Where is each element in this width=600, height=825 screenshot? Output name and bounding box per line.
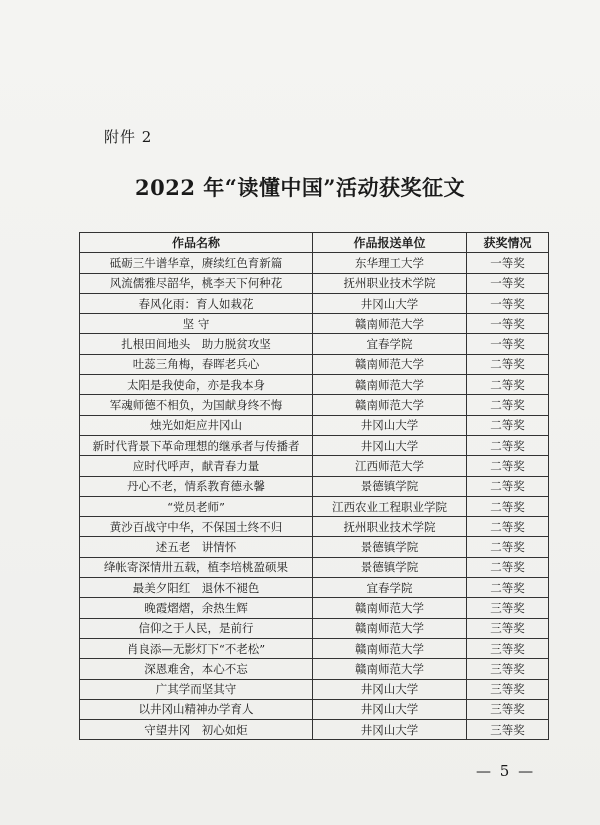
work-title-cell: 绛帐寄深情卅五载，植李培桃盈硕果 <box>80 557 313 577</box>
award-cell: 二等奖 <box>467 415 549 435</box>
unit-cell: 赣南师范大学 <box>313 638 467 658</box>
work-title-cell: 扎根田间地头 助力脱贫攻坚 <box>80 334 313 354</box>
attachment-label: 附件 2 <box>104 128 153 146</box>
table-row <box>80 638 549 658</box>
work-title-cell: 吐蕊三角梅，春晖老兵心 <box>80 354 313 374</box>
unit-cell: 宜春学院 <box>313 578 467 598</box>
award-cell: 二等奖 <box>467 395 549 415</box>
unit-cell: 井冈山大学 <box>313 699 467 719</box>
table-row <box>80 415 549 435</box>
table-row <box>80 435 549 455</box>
table-row <box>80 293 549 313</box>
unit-cell: 井冈山大学 <box>313 720 467 740</box>
table-row <box>80 395 549 415</box>
work-title-cell: 坚 守 <box>80 314 313 334</box>
unit-cell: 赣南师范大学 <box>313 618 467 638</box>
unit-cell: 东华理工大学 <box>313 253 467 273</box>
table-row <box>80 578 549 598</box>
work-title-cell: 应时代呼声，献青春力量 <box>80 456 313 476</box>
unit-cell: 赣南师范大学 <box>313 598 467 618</box>
award-cell: 二等奖 <box>467 557 549 577</box>
award-cell: 二等奖 <box>467 578 549 598</box>
unit-cell: 江西师范大学 <box>313 456 467 476</box>
work-title-cell: 述五老 讲情怀 <box>80 537 313 557</box>
work-title-cell: 丹心不老，情系教育德永馨 <box>80 476 313 496</box>
unit-cell: 景德镇学院 <box>313 537 467 557</box>
award-cell: 一等奖 <box>467 293 549 313</box>
award-cell: 一等奖 <box>467 253 549 273</box>
unit-cell: 井冈山大学 <box>313 415 467 435</box>
unit-cell: 井冈山大学 <box>313 293 467 313</box>
award-cell: 三等奖 <box>467 699 549 719</box>
award-cell: 二等奖 <box>467 476 549 496</box>
unit-cell: 抚州职业技术学院 <box>313 273 467 293</box>
work-title-cell: 新时代背景下革命理想的继承者与传播者 <box>80 435 313 455</box>
work-title-cell: 风流儒雅尽韶华，桃李天下何种花 <box>80 273 313 293</box>
table-row <box>80 537 549 557</box>
work-title-cell: 信仰之于人民，是前行 <box>80 618 313 638</box>
table-row <box>80 314 549 334</box>
work-title-cell: 军魂师德不相负，为国献身终不悔 <box>80 395 313 415</box>
table-row <box>80 253 549 273</box>
unit-cell: 赣南师范大学 <box>313 375 467 395</box>
award-cell: 二等奖 <box>467 375 549 395</box>
award-cell: 三等奖 <box>467 679 549 699</box>
unit-cell: 宜春学院 <box>313 334 467 354</box>
work-title-cell: 春风化雨：育人如栽花 <box>80 293 313 313</box>
unit-cell: 江西农业工程职业学院 <box>313 496 467 516</box>
work-title-cell: 晚霞熠熠，余热生辉 <box>80 598 313 618</box>
work-title-cell: 烛光如炬应井冈山 <box>80 415 313 435</box>
unit-cell: 赣南师范大学 <box>313 314 467 334</box>
unit-cell: 抚州职业技术学院 <box>313 517 467 537</box>
unit-cell: 赣南师范大学 <box>313 395 467 415</box>
work-title-cell: 最美夕阳红 退休不褪色 <box>80 578 313 598</box>
award-cell: 三等奖 <box>467 618 549 638</box>
table-row <box>80 679 549 699</box>
table-row <box>80 618 549 638</box>
unit-cell: 井冈山大学 <box>313 679 467 699</box>
unit-cell: 赣南师范大学 <box>313 659 467 679</box>
work-title-cell: 以井冈山精神办学育人 <box>80 699 313 719</box>
work-title-cell: 肖良添—无影灯下“不老松” <box>80 638 313 658</box>
table-row <box>80 699 549 719</box>
work-title-cell: 守望井冈 初心如炬 <box>80 720 313 740</box>
award-cell: 一等奖 <box>467 334 549 354</box>
page-number: — 5 — <box>476 762 536 780</box>
table-row <box>80 476 549 496</box>
table-row <box>80 354 549 374</box>
table-row <box>80 598 549 618</box>
work-title-cell: 砥砺三牛谱华章，赓续红色育新篇 <box>80 253 313 273</box>
award-cell: 二等奖 <box>467 354 549 374</box>
table-row <box>80 334 549 354</box>
award-cell: 二等奖 <box>467 517 549 537</box>
table-row <box>80 496 549 516</box>
unit-cell: 井冈山大学 <box>313 435 467 455</box>
header-work-title: 作品名称 <box>80 233 313 253</box>
header-submitting-unit: 作品报送单位 <box>313 233 467 253</box>
award-cell: 一等奖 <box>467 273 549 293</box>
unit-cell: 景德镇学院 <box>313 557 467 577</box>
work-title-cell: 黄沙百战守中华，不保国土终不归 <box>80 517 313 537</box>
unit-cell: 赣南师范大学 <box>313 354 467 374</box>
award-cell: 三等奖 <box>467 720 549 740</box>
award-cell: 一等奖 <box>467 314 549 334</box>
table-row <box>80 517 549 537</box>
table-row <box>80 456 549 476</box>
award-cell: 二等奖 <box>467 537 549 557</box>
table-row <box>80 720 549 740</box>
award-cell: 三等奖 <box>467 638 549 658</box>
table-header-row <box>80 233 549 253</box>
work-title-cell: 太阳是我使命，亦是我本身 <box>80 375 313 395</box>
document-title: 2022 年“读懂中国”活动获奖征文 <box>135 175 465 200</box>
award-cell: 二等奖 <box>467 435 549 455</box>
table-row <box>80 273 549 293</box>
header-award: 获奖情况 <box>467 233 549 253</box>
work-title-cell: 深恩难舍，本心不忘 <box>80 659 313 679</box>
table-row <box>80 375 549 395</box>
table-row <box>80 557 549 577</box>
table-row <box>80 659 549 679</box>
award-cell: 三等奖 <box>467 659 549 679</box>
award-cell: 二等奖 <box>467 456 549 476</box>
work-title-cell: “党员老师” <box>80 496 313 516</box>
awards-table <box>79 232 549 740</box>
work-title-cell: 广其学而坚其守 <box>80 679 313 699</box>
unit-cell: 景德镇学院 <box>313 476 467 496</box>
award-cell: 三等奖 <box>467 598 549 618</box>
award-cell: 二等奖 <box>467 496 549 516</box>
